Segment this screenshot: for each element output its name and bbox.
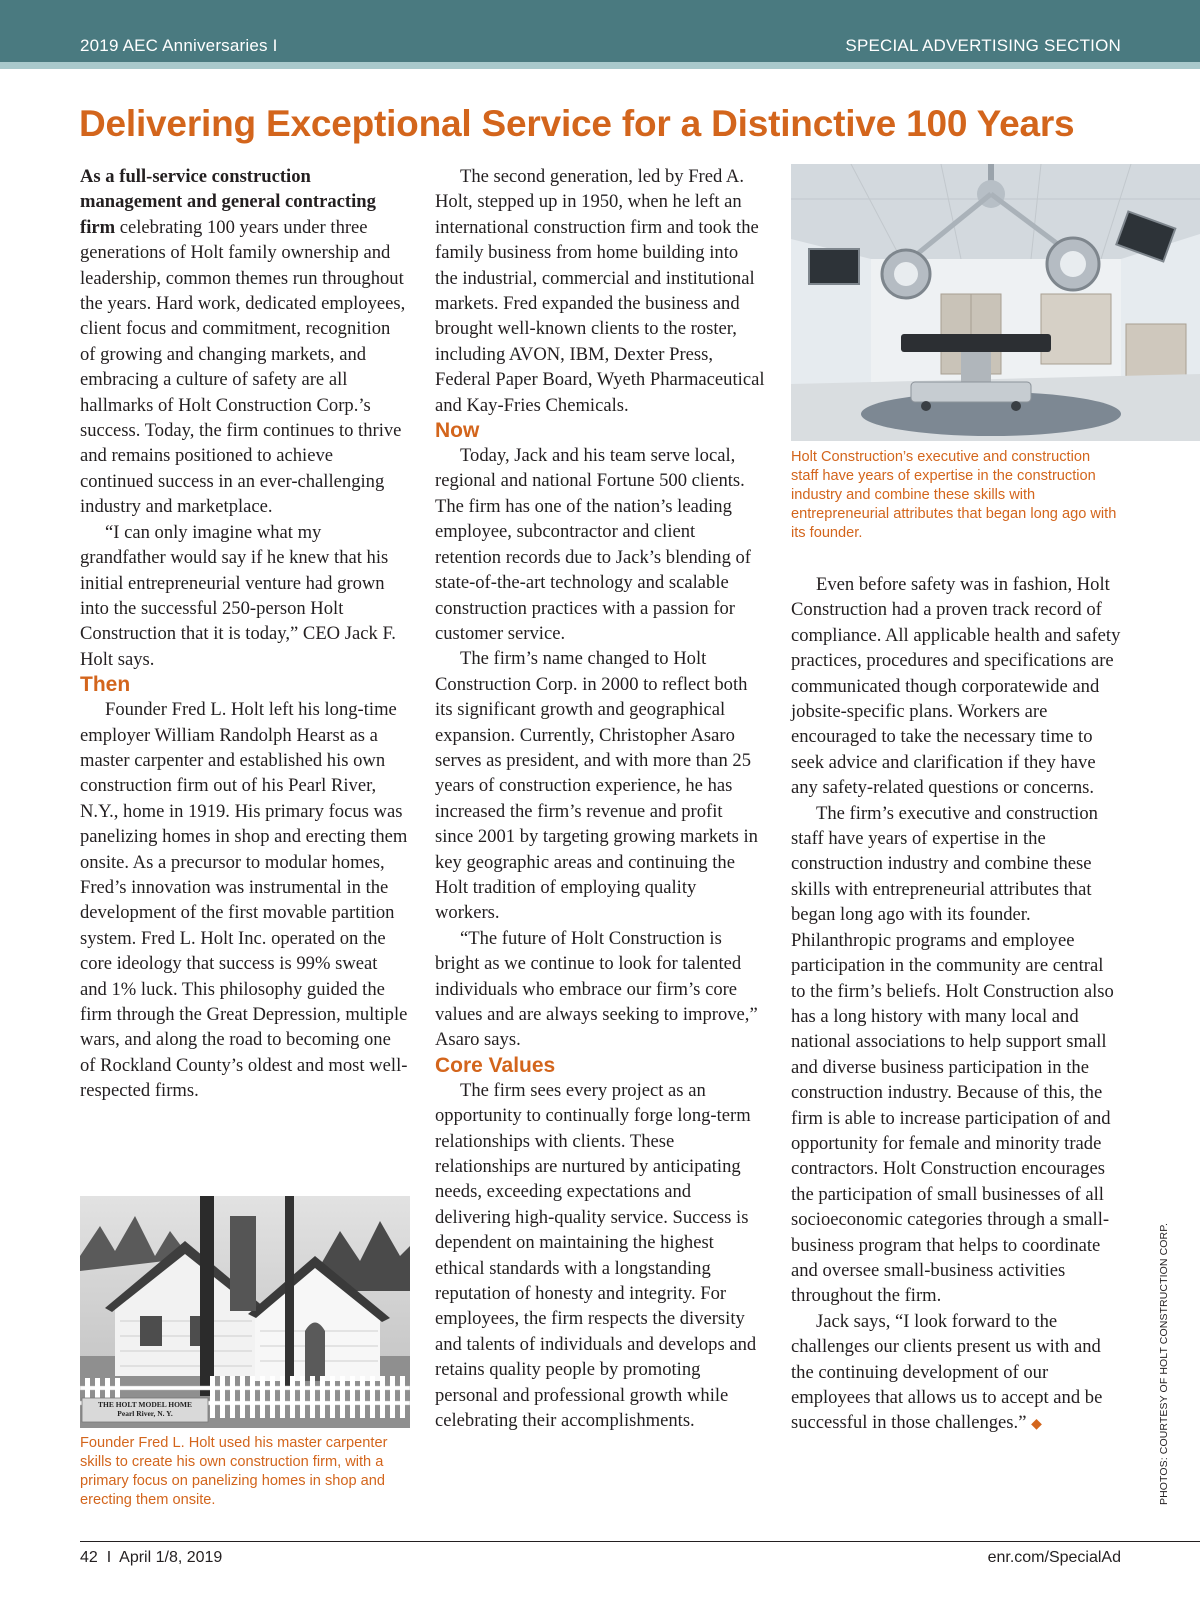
house-illustration [80, 1196, 410, 1428]
house-photo-caption: Founder Fred L. Holt used his master carpenter skills to create his own construction firm, with a primary focus on panelizing homes in shop and erecting them onsite. [80, 1435, 388, 1508]
intro-paragraph [80, 164, 408, 520]
now-paragraph-3: “The future of Holt Construction is bright as we continue to look for talented individuals who embrace our firm’s core values and are always seeking to improve,” Asaro says. [435, 927, 758, 1051]
core-values-paragraph: The firm sees every project as an opportunity to continually forge long-term relationships with clients. These relationships are nurtured by anticipating needs, exceeding expectations and delivering high-quality service. Success is dependent on maintaining the highest ethical standards with a longstanding reputation of honesty and integrity. For employees, the firm respects the diversity and talents of individuals and develops and retains quality people by promoting personal and professional growth while celebrating their accomplishments. [435, 1079, 757, 1432]
page-headline: Delivering Exceptional Service for a Distinctive 100 Years [79, 103, 1075, 144]
header-band [0, 0, 1200, 62]
intro-text: celebrating 100 years under three generations of Holt family ownership and leadership, common themes run throughout the years. Hard work, dedicated employees, client focus and commitment, recognition of growing and changing markets, and embracing a culture of safety are all hallmarks of Holt Construction Corp.’s success. Today, the firm continues to thrive and remains positioned to achieve continued success in an ever-challenging industry and marketplace. [80, 216, 406, 518]
house-sign-text: THE HOLT MODEL HOME Pearl River, N. Y. [98, 1400, 192, 1418]
closing-quote-paragraph [791, 1309, 1121, 1438]
section-heading-core-values: Core Values [435, 1053, 556, 1077]
executive-staff-paragraph: The firm’s executive and construction staff have years of expertise in the construction industry and combine these skills with entrepreneurial attributes that began long ago with its founder. Philanthropic programs and employee participation in the community are central to the firm’s beliefs. Holt Construction also has a long history with many local and national associations to help support small and diverse business participation in the construction industry. Because of this, the firm is able to increase participation of and opportunity for female and minority trade contractors. Holt Construction encourages the participation of small businesses of all socioeconomic categories through a small-business program that helps to coordinate and oversee small-business activities throughout the firm. [791, 802, 1114, 1307]
article-column-2 [435, 164, 765, 1434]
footer-divider [80, 1541, 1200, 1542]
now-paragraph-1: Today, Jack and his team serve local, regional and national Fortune 500 clients. The firm has one of the nation’s leading employee, subcontractor and client retention records due to Jack’s blending of state-of-the-art technology and scalable construction practices with a passion for customer service. [435, 445, 752, 644]
second-generation-paragraph: The second generation, led by Fred A. Holt, stepped up in 1950, when he left an international construction firm and took the family business from home building into the industrial, commercial and institutional markets. Fred expanded the business and brought well-known clients to the roster, including AVON, IBM, Dexter Press, Federal Paper Board, Wyeth Pharmaceutical and Kay-Fries Chemicals. [435, 166, 765, 416]
operating-room-caption: Holt Construction’s executive and construction staff have years of expertise in the construction industry and combine these skills with entrepreneurial attributes that began long ago with its founder. [791, 449, 1117, 541]
operating-room-photo [791, 164, 1200, 441]
footer-page-info: 42 I April 1/8, 2019 [80, 1549, 223, 1566]
section-heading-then: Then [80, 673, 131, 697]
section-heading-now: Now [435, 419, 480, 443]
closing-quote-text: Jack says, “I look forward to the challenges our clients present us with and the continuing development of our employees that allows us to accept and be successful in those challenges.” [791, 1310, 1103, 1434]
holt-model-home-photo [80, 1196, 410, 1428]
header-advertising-label: SPECIAL ADVERTISING SECTION [845, 36, 1121, 55]
article-column-1 [80, 164, 408, 1104]
ceo-quote-paragraph: “I can only imagine what my grandfather would say if he knew that his initial entrepreneurial venture had grown into the successful 250-person Holt Construction that it is today,” CEO Jack F. Holt says. [80, 521, 396, 670]
then-paragraph: Founder Fred L. Holt left his long-time employer William Randolph Hearst as a master carpenter and established his own construction firm out of his Pearl River, N.Y., home in 1919. His primary focus was panelizing homes in shop and erecting them onsite. As a precursor to modular homes, Fred’s innovation was instrumental in the development of the first movable partition system. Fred L. Holt Inc. operated on the core ideology that success is 99% sweat and 1% luck. This philosophy guided the firm through the Great Depression, multiple wars, and along the road to becoming one of Rockland County’s oldest and most well-respected firms. [80, 699, 408, 1102]
header-section-label: 2019 AEC Anniversaries I [80, 36, 278, 55]
header-accent-line [0, 62, 1200, 69]
article-column-3 [791, 572, 1121, 1438]
footer-url: enr.com/SpecialAd [987, 1549, 1121, 1566]
operating-room-illustration [791, 164, 1200, 441]
photo-credit: PHOTOS: COURTESY OF HOLT CONSTRUCTION CORP. [1158, 1222, 1170, 1505]
intro-lead-in: As a full-service construction management and general contracting firm [80, 166, 376, 238]
safety-paragraph: Even before safety was in fashion, Holt Construction had a proven track record of compliance. All applicable health and safety practices, procedures and specifications are communicated though corporatewide and jobsite-specific plans. Workers are encouraged to take the necessary time to seek advice and clarification if they have any safety-related questions or concerns. [791, 574, 1121, 799]
end-mark-icon: ◆ [1031, 1417, 1042, 1433]
now-paragraph-2: The firm’s name changed to Holt Construction Corp. in 2000 to reflect both its significant growth and geographical expansion. Currently, Christopher Asaro serves as president, and with more than 25 years of construction experience, he has increased the firm’s revenue and profit since 2001 by targeting growing markets in key geographic areas and continuing the Holt tradition of employing quality workers. [435, 648, 758, 924]
